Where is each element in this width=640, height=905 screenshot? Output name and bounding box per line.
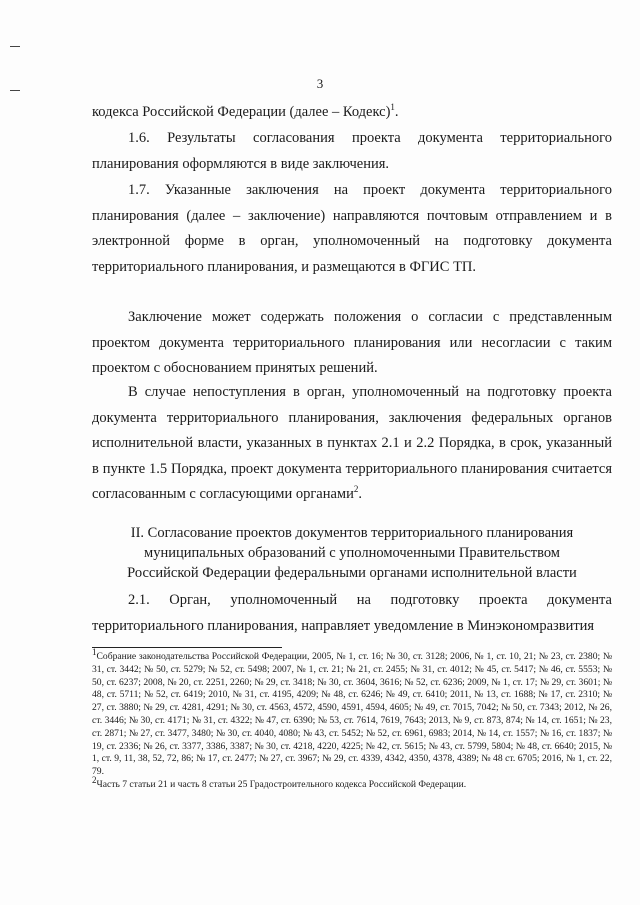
paragraph-2-1: [92, 588, 612, 639]
paragraph-conclusion: [92, 305, 612, 382]
section-heading: [92, 523, 612, 583]
footnotes: [92, 646, 612, 792]
paragraph-text: 1.7. Указанные заключения на проект документа территориального планирования (далее – заключение) направляются почтовым отправлением и в электронной форме в орган, уполномоченный на подготовку документа территориального планирования, и размещаются в ФГИС ТП.: [92, 182, 612, 275]
paragraph-1-6: [92, 126, 612, 177]
heading-line: Российской Федерации федеральными органами исполнительной власти: [127, 565, 577, 581]
paragraph-text: 2.1. Орган, уполномоченный на подготовку проекта документа территориального планирования, направляет уведомление в Минэкономразвития: [92, 592, 612, 634]
paragraph-text: 1.6. Результаты согласования проекта документа территориального планирования оформляются в виде заключения.: [92, 130, 612, 172]
paragraph-1-7: [92, 178, 612, 280]
heading-line: муниципальных образований с уполномоченными Правительством: [144, 545, 560, 561]
footnote-text: Собрание законодательства Российской Федерации, 2005, № 1, ст. 16; № 30, ст. 3128; 2006, № 1, ст. 10, 21; № 23, ст. 2380; № 31, ст. 3442; № 50, ст. 5279; № 52, ст. 5498; 2007, № 1, ст. 21; № 21, ст. 2455; № 31, ст. 4012; № 45, ст. 5417; № 46, ст. 5553; № 50, ст. 6237; 2008, № 20, ст. 2251, 2260; № 29, ст. 3418; № 30, ст. 3604, 3616; № 52, ст. 6236; 2009, № 1, ст. 17; № 29, ст. 3601; № 48, ст. 5711; № 52, ст. 6419; 2010, № 31, ст. 4195, 4209; № 48, ст. 6246; № 49, ст. 6410; 2011, № 13, ст. 1688; № 17, ст. 2310; № 27, ст. 3880; № 29, ст. 4281, 4291; № 30, ст. 4563, 4572, 4590, 4591, 4594, 4605; № 49, ст. 7015, 7042; № 50, ст. 7343; 2012, № 26, ст. 3446; № 30, ст. 4171; № 31, ст. 4322; № 47, ст. 6390; № 53, ст. 7614, 7619, 7643; 2013, № 9, ст. 873, 874; № 14, ст. 1651; № 23, ст. 2871; № 27, ст. 3477, 3480; № 30, ст. 4040, 4080; № 43, ст. 5452; № 52, ст. 6961, 6983; 2014, № 14, ст. 1557; № 16, ст. 1837; № 19, ст. 2336; № 26, ст. 3377, 3386, 3387; № 30, ст. 4218, 4220, 4225; № 42, ст. 5615; № 43, ст. 5799, 5804; № 48, ст. 6640; 2015, № 1, ст. 9, 11, 38, 52, 72, 86; № 17, ст. 2477; № 27, ст. 3967; № 29, ст. 4339, 4342, 4350, 4378, 4389; № 48 ст. 6705; 2016, № 1, ст. 22, 79.: [92, 651, 612, 778]
paragraph-text: кодекса Российской Федерации (далее – Кодекс): [92, 104, 391, 120]
paragraph-text: Заключение может содержать положения о согласии с представленным проектом документа территориального планирования или несогласии с таким проектом с обоснованием принятых решений.: [92, 309, 612, 377]
footnote-ref: 2: [353, 484, 359, 495]
paragraph-text: В случае непоступления в орган, уполномоченный на подготовку проекта документа территориального планирования, заключения федеральных органов исполнительной власти, указанных в пунктах 2.1 и 2.2 Порядка, в срок, указанный в пункте 1.5 Порядка, проект документа территориального планирования считается согласованным с согласующими органами: [92, 384, 612, 503]
footnote-2: [92, 774, 612, 792]
paragraph-non-receipt: [92, 380, 612, 508]
footnote-mark: 1: [92, 646, 97, 657]
paragraph-text: .: [394, 104, 399, 120]
page-number: 3: [316, 76, 324, 91]
scan-mark: [10, 46, 20, 47]
footnote-ref: 1: [390, 102, 395, 113]
footnote-separator: [92, 647, 282, 648]
footnote-mark: 2: [92, 774, 97, 785]
footnote-text: Часть 7 статьи 21 и часть 8 статьи 25 Градостроительного кодекса Российской Федерации.: [96, 778, 467, 790]
paragraph-continuation: [92, 100, 612, 126]
footnote-1: [92, 646, 612, 779]
heading-line: II. Согласование проектов документов территориального планирования: [130, 525, 574, 541]
paragraph-text: .: [358, 486, 362, 503]
